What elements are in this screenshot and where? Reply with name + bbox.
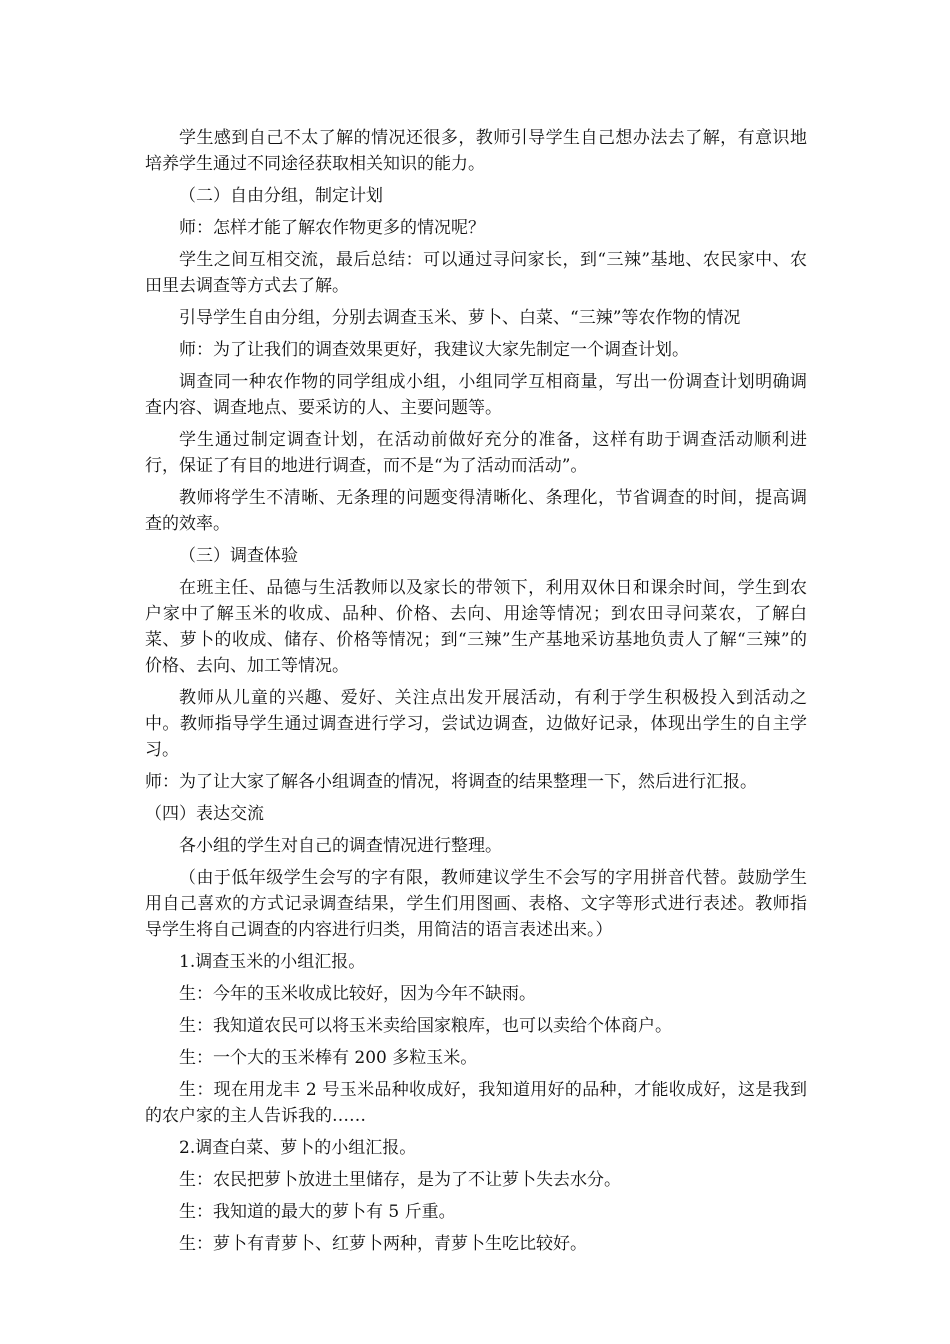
paragraph: 在班主任、品德与生活教师以及家长的带领下，利用双休日和课余时间，学生到农户家中了解玉米的收成、品种、价格、去向、用途等情况；到农田寻问菜农，了解白菜、萝卜的收成、储存、价格等情况；到“三辣”生产基地采访基地负责人了解“三辣”的价格、去向、加工等情况。 [145, 578, 807, 676]
paragraph: 生：一个大的玉米棒有 200 多粒玉米。 [179, 1048, 478, 1068]
section-heading: （三）调查体验 [179, 546, 298, 566]
paragraph: 教师从儿童的兴趣、爱好、关注点出发开展活动，有利于学生积极投入到活动之中。教师指导学生通过调查进行学习，尝试边调查，边做好记录，体现出学生的自主学习。 [145, 688, 807, 760]
section-heading: （四）表达交流 [145, 804, 264, 824]
document-body [145, 125, 807, 1263]
paragraph: 生：萝卜有青萝卜、红萝卜两种，青萝卜生吃比较好。 [179, 1234, 587, 1254]
paragraph: 学生之间互相交流，最后总结：可以通过寻问家长，到“三辣”基地、农民家中、农田里去调查等方式去了解。 [145, 250, 807, 296]
paragraph: 师：怎样才能了解农作物更多的情况呢？ [179, 218, 485, 238]
paragraph: 教师将学生不清晰、无条理的问题变得清晰化、条理化，节省调查的时间，提高调查的效率。 [145, 488, 807, 534]
paragraph: 调查同一种农作物的同学组成小组，小组同学互相商量，写出一份调查计划明确调查内容、调查地点、要采访的人、主要问题等。 [145, 372, 807, 418]
paragraph: 学生感到自己不太了解的情况还很多，教师引导学生自己想办法去了解，有意识地培养学生通过不同途径获取相关知识的能力。 [145, 128, 807, 174]
list-item: 2.调查白菜、萝卜的小组汇报。 [179, 1138, 417, 1158]
paragraph: 生：农民把萝卜放进土里储存，是为了不让萝卜失去水分。 [179, 1170, 621, 1190]
paragraph: 各小组的学生对自己的调查情况进行整理。 [179, 836, 502, 856]
paragraph: 师：为了让我们的调查效果更好，我建议大家先制定一个调查计划。 [179, 340, 689, 360]
paragraph: 师：为了让大家了解各小组调查的情况，将调查的结果整理一下，然后进行汇报。 [145, 772, 757, 792]
paragraph: 生：我知道农民可以将玉米卖给国家粮库，也可以卖给个体商户。 [179, 1016, 672, 1036]
paragraph: （由于低年级学生会写的字有限，教师建议学生不会写的字用拼音代替。鼓励学生用自己喜欢的方式记录调查结果，学生们用图画、表格、文字等形式进行表述。教师指导学生将自己调查的内容进行归类，用简洁的语言表述出来。） [145, 868, 807, 940]
paragraph: 生：现在用龙丰 2 号玉米品种收成好，我知道用好的品种，才能收成好，这是我到的农户家的主人告诉我的…… [145, 1080, 807, 1126]
paragraph: 生：我知道的最大的萝卜有 5 斤重。 [179, 1202, 456, 1222]
paragraph: 引导学生自由分组，分别去调查玉米、萝卜、白菜、“三辣”等农作物的情况 [179, 308, 741, 328]
paragraph: 生：今年的玉米收成比较好，因为今年不缺雨。 [179, 984, 536, 1004]
section-heading: （二）自由分组，制定计划 [179, 186, 383, 206]
paragraph: 学生通过制定调查计划，在活动前做好充分的准备，这样有助于调查活动顺利进行，保证了有目的地进行调查，而不是“为了活动而活动”。 [145, 430, 807, 476]
list-item: 1.调查玉米的小组汇报。 [179, 952, 366, 972]
